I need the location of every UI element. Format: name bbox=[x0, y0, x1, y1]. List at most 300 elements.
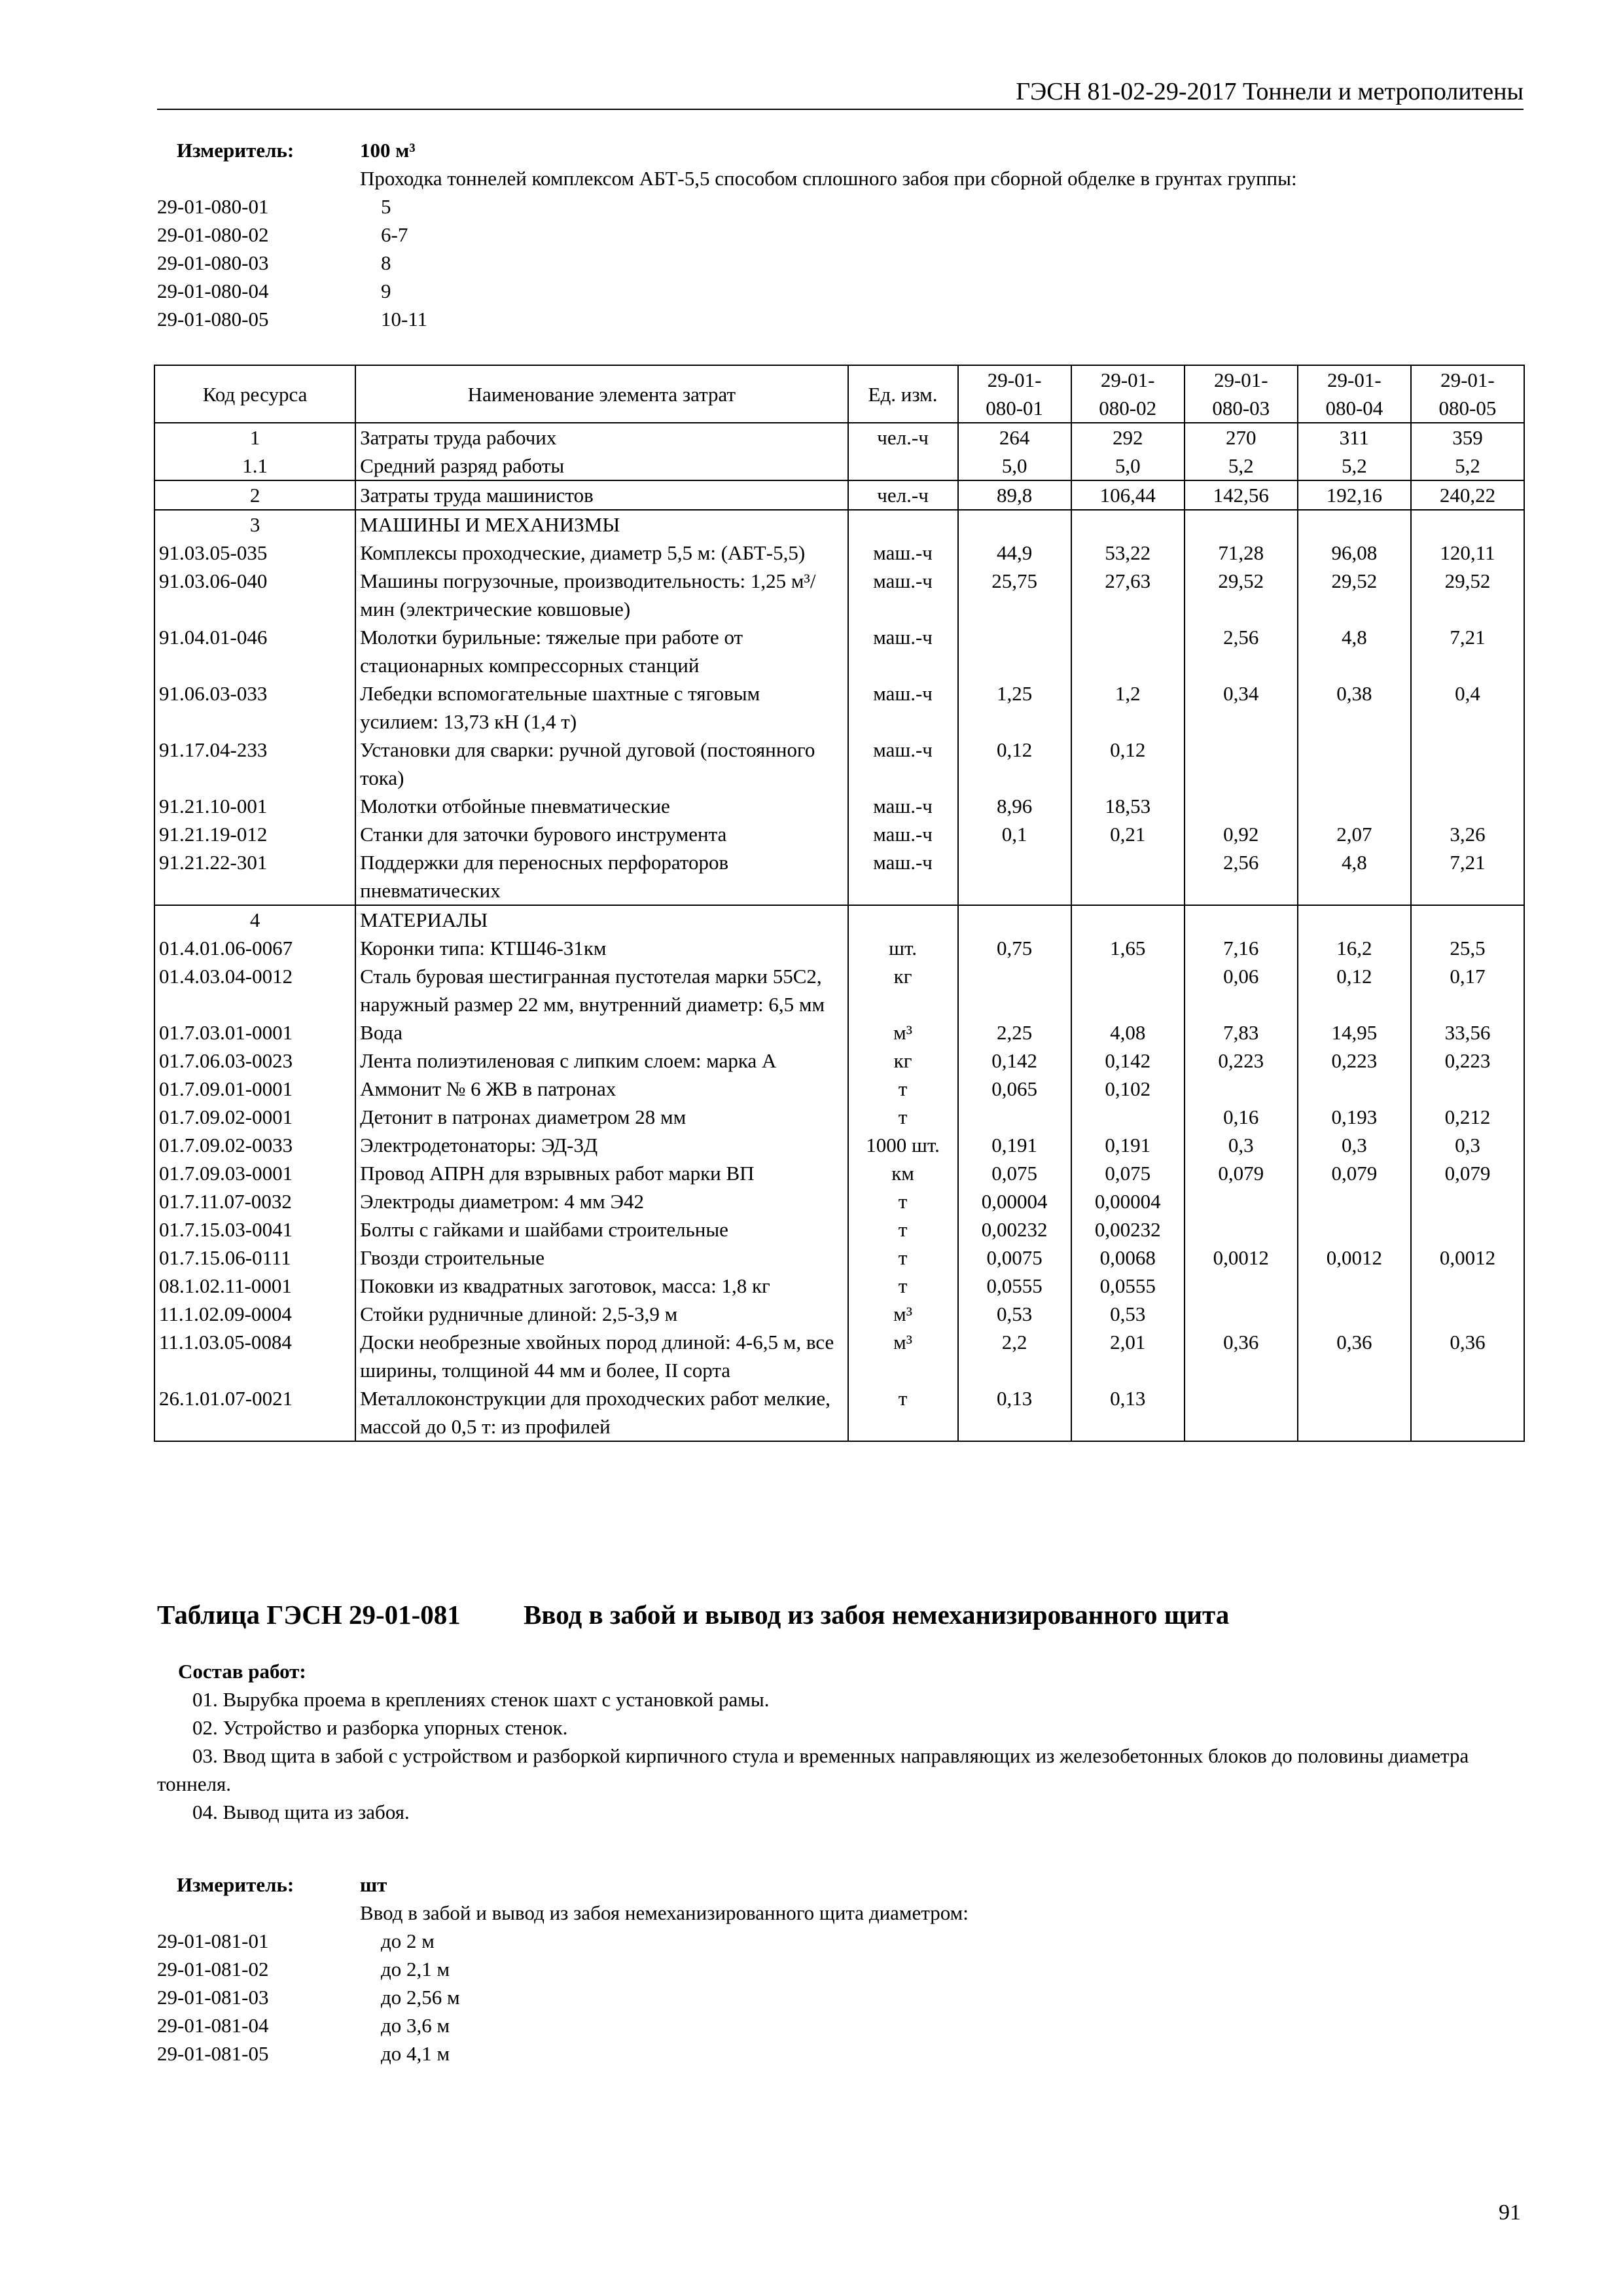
cell-value-1: 0,75 bbox=[958, 934, 1071, 962]
cell-value-1: 8,96 bbox=[958, 792, 1071, 820]
cell-unit: т bbox=[848, 1075, 958, 1103]
work-item: 04. Вывод щита из забоя. bbox=[192, 1801, 410, 1823]
cell-value-5 bbox=[1411, 1215, 1524, 1244]
table-title bbox=[157, 1599, 1229, 1630]
cell-unit: км bbox=[848, 1159, 958, 1187]
header-norm-03: 29-01- 080-03 bbox=[1185, 365, 1298, 423]
cell-value-2 bbox=[1071, 962, 1185, 1018]
cell-value-1 bbox=[958, 510, 1071, 539]
cell-unit: м³ bbox=[848, 1328, 958, 1384]
cell-name: Детонит в патронах диаметром 28 мм bbox=[355, 1103, 847, 1131]
norm-code: 29-01-081-03 bbox=[157, 1986, 269, 2009]
meter-code-row bbox=[157, 221, 1297, 249]
meter-code-row bbox=[157, 192, 1297, 221]
meter-code-row bbox=[157, 249, 1297, 277]
cell-value-2: 0,21 bbox=[1071, 820, 1185, 848]
resource-table bbox=[154, 365, 1525, 1442]
cell-name: Аммонит № 6 ЖВ в патронах bbox=[355, 1075, 847, 1103]
cell-name: Провод АПРН для взрывных работ марки ВП bbox=[355, 1159, 847, 1187]
cell-value-2: 4,08 bbox=[1071, 1018, 1185, 1047]
norm-code: 29-01-080-01 bbox=[157, 195, 269, 218]
table-body bbox=[154, 423, 1524, 1441]
cell-value-1: 0,0555 bbox=[958, 1272, 1071, 1300]
cell-value-2: 2,01 bbox=[1071, 1328, 1185, 1384]
cell-value-5 bbox=[1411, 792, 1524, 820]
cell-value-2: 0,0068 bbox=[1071, 1244, 1185, 1272]
cell-value-4: 5,2 bbox=[1298, 452, 1411, 480]
cell-value-4: 14,95 bbox=[1298, 1018, 1411, 1047]
meter-label: Измеритель: bbox=[177, 1873, 294, 1896]
cell-name: Машины погрузочные, производительность: 1,25 м³/мин (электрические ковшовые) bbox=[355, 567, 847, 623]
cell-value-2 bbox=[1071, 510, 1185, 539]
cell-unit: кг bbox=[848, 962, 958, 1018]
cell-value-5 bbox=[1411, 1075, 1524, 1103]
table-title-code: Таблица ГЭСН 29-01-081 bbox=[157, 1600, 461, 1630]
cell-value-1: 89,8 bbox=[958, 480, 1071, 510]
table-row bbox=[154, 1047, 1524, 1075]
cell-value-2: 1,2 bbox=[1071, 679, 1185, 736]
cell-unit: м³ bbox=[848, 1018, 958, 1047]
table-row bbox=[154, 1328, 1524, 1384]
cell-value-5: 359 bbox=[1411, 423, 1524, 452]
table-row bbox=[154, 1244, 1524, 1272]
cell-unit: маш.-ч bbox=[848, 679, 958, 736]
cell-value-5: 240,22 bbox=[1411, 480, 1524, 510]
cell-value-1: 0,1 bbox=[958, 820, 1071, 848]
cell-value-1 bbox=[958, 848, 1071, 905]
cell-value-1: 0,075 bbox=[958, 1159, 1071, 1187]
cell-value-1: 0,13 bbox=[958, 1384, 1071, 1441]
cell-value-3: 0,06 bbox=[1185, 962, 1298, 1018]
cell-value-3 bbox=[1185, 1300, 1298, 1328]
cell-value-3: 5,2 bbox=[1185, 452, 1298, 480]
cell-value-4 bbox=[1298, 736, 1411, 792]
cell-value-3 bbox=[1185, 510, 1298, 539]
cell-name: Станки для заточки бурового инструмента bbox=[355, 820, 847, 848]
cell-name: Вода bbox=[355, 1018, 847, 1047]
works-section bbox=[157, 1657, 1526, 1826]
cell-code: 91.21.22-301 bbox=[154, 848, 355, 905]
norm-value: до 2 м bbox=[381, 1929, 435, 1952]
cell-value-4: 16,2 bbox=[1298, 934, 1411, 962]
cell-name: Гвозди строительные bbox=[355, 1244, 847, 1272]
norm-code: 29-01-081-01 bbox=[157, 1929, 269, 1952]
cell-value-2 bbox=[1071, 1103, 1185, 1131]
cell-code: 01.7.09.01-0001 bbox=[154, 1075, 355, 1103]
cell-name: Поддержки для переносных перфораторов пневматических bbox=[355, 848, 847, 905]
norm-code: 29-01-080-05 bbox=[157, 308, 269, 331]
cell-value-3: 0,34 bbox=[1185, 679, 1298, 736]
cell-name: Лебедки вспомогательные шахтные с тяговым усилием: 13,73 кН (1,4 т) bbox=[355, 679, 847, 736]
table-row bbox=[154, 1272, 1524, 1300]
norm-value: 10-11 bbox=[381, 308, 428, 331]
cell-value-2: 1,65 bbox=[1071, 934, 1185, 962]
norm-value: до 4,1 м bbox=[381, 2042, 450, 2065]
table-row bbox=[154, 934, 1524, 962]
cell-value-3 bbox=[1185, 905, 1298, 934]
norm-code: 29-01-081-04 bbox=[157, 2014, 269, 2037]
table-row bbox=[154, 792, 1524, 820]
cell-code: 01.4.03.04-0012 bbox=[154, 962, 355, 1018]
cell-unit bbox=[848, 905, 958, 934]
cell-value-1: 0,12 bbox=[958, 736, 1071, 792]
header-norm-05: 29-01- 080-05 bbox=[1411, 365, 1524, 423]
cell-value-5 bbox=[1411, 1187, 1524, 1215]
cell-value-4 bbox=[1298, 1187, 1411, 1215]
cell-unit: т bbox=[848, 1187, 958, 1215]
cell-unit: маш.-ч bbox=[848, 539, 958, 567]
table-row bbox=[154, 623, 1524, 679]
cell-code: 1.1 bbox=[154, 452, 355, 480]
cell-code: 01.7.09.03-0001 bbox=[154, 1159, 355, 1187]
cell-value-4: 0,3 bbox=[1298, 1131, 1411, 1159]
works-list bbox=[157, 1685, 1526, 1826]
cell-value-1: 0,191 bbox=[958, 1131, 1071, 1159]
meter-code-list bbox=[157, 192, 1297, 333]
table-row bbox=[154, 539, 1524, 567]
cell-name: Молотки бурильные: тяжелые при работе от стационарных компрессорных станций bbox=[355, 623, 847, 679]
cell-value-2: 106,44 bbox=[1071, 480, 1185, 510]
cell-value-5: 0,212 bbox=[1411, 1103, 1524, 1131]
cell-unit: т bbox=[848, 1272, 958, 1300]
cell-value-1: 5,0 bbox=[958, 452, 1071, 480]
cell-name: Молотки отбойные пневматические bbox=[355, 792, 847, 820]
cell-value-5: 5,2 bbox=[1411, 452, 1524, 480]
cell-name: Стойки рудничные длиной: 2,5-3,9 м bbox=[355, 1300, 847, 1328]
cell-unit: маш.-ч bbox=[848, 567, 958, 623]
cell-value-5: 0,17 bbox=[1411, 962, 1524, 1018]
cell-value-3: 142,56 bbox=[1185, 480, 1298, 510]
cell-value-2: 0,0555 bbox=[1071, 1272, 1185, 1300]
cell-code: 26.1.01.07-0021 bbox=[154, 1384, 355, 1441]
cell-value-2: 292 bbox=[1071, 423, 1185, 452]
cell-code: 91.03.05-035 bbox=[154, 539, 355, 567]
cell-value-1: 264 bbox=[958, 423, 1071, 452]
cell-value-5: 7,21 bbox=[1411, 848, 1524, 905]
cell-value-4: 0,079 bbox=[1298, 1159, 1411, 1187]
table-row bbox=[154, 962, 1524, 1018]
table-row bbox=[154, 567, 1524, 623]
cell-name: Затраты труда рабочих bbox=[355, 423, 847, 452]
cell-code: 1 bbox=[154, 423, 355, 452]
norm-value: 8 bbox=[381, 251, 391, 274]
norm-value: 9 bbox=[381, 279, 391, 302]
norm-code: 29-01-080-04 bbox=[157, 279, 269, 302]
cell-name: Установки для сварки: ручной дуговой (постоянного тока) bbox=[355, 736, 847, 792]
page-header bbox=[157, 77, 1524, 110]
cell-code: 01.7.06.03-0023 bbox=[154, 1047, 355, 1075]
cell-value-4: 2,07 bbox=[1298, 820, 1411, 848]
meter-code-row bbox=[157, 2011, 969, 2039]
cell-unit: маш.-ч bbox=[848, 848, 958, 905]
header-norm-01: 29-01- 080-01 bbox=[958, 365, 1071, 423]
cell-code: 91.06.03-033 bbox=[154, 679, 355, 736]
cell-value-3: 2,56 bbox=[1185, 623, 1298, 679]
table-row bbox=[154, 1103, 1524, 1131]
meter-code-list bbox=[157, 1927, 969, 2068]
cell-value-1: 2,25 bbox=[958, 1018, 1071, 1047]
cell-value-3: 0,3 bbox=[1185, 1131, 1298, 1159]
cell-value-3: 270 bbox=[1185, 423, 1298, 452]
cell-name: Электроды диаметром: 4 мм Э42 bbox=[355, 1187, 847, 1215]
cell-value-1: 0,53 bbox=[958, 1300, 1071, 1328]
norm-code: 29-01-081-05 bbox=[157, 2042, 269, 2065]
cell-value-2: 0,142 bbox=[1071, 1047, 1185, 1075]
meter-code-row bbox=[157, 1927, 969, 1955]
meter-description: Проходка тоннелей комплексом АБТ-5,5 способом сплошного забоя при сборной обделке в грунтах группы: bbox=[360, 167, 1297, 190]
cell-value-4: 192,16 bbox=[1298, 480, 1411, 510]
header-norm-04: 29-01- 080-04 bbox=[1298, 365, 1411, 423]
cell-value-4: 0,38 bbox=[1298, 679, 1411, 736]
cell-value-4 bbox=[1298, 1272, 1411, 1300]
cell-value-1 bbox=[958, 905, 1071, 934]
cell-value-1: 2,2 bbox=[958, 1328, 1071, 1384]
cell-value-3: 0,079 bbox=[1185, 1159, 1298, 1187]
document-title: ГЭСН 81-02-29-2017 Тоннели и метрополитены bbox=[1016, 78, 1524, 105]
cell-name: Комплексы проходческие, диаметр 5,5 м: (АБТ-5,5) bbox=[355, 539, 847, 567]
cell-code: 91.03.06-040 bbox=[154, 567, 355, 623]
cell-value-5: 29,52 bbox=[1411, 567, 1524, 623]
cell-value-1 bbox=[958, 962, 1071, 1018]
cell-unit: т bbox=[848, 1384, 958, 1441]
cell-value-3: 71,28 bbox=[1185, 539, 1298, 567]
cell-value-5: 33,56 bbox=[1411, 1018, 1524, 1047]
cell-value-2 bbox=[1071, 623, 1185, 679]
cell-value-2: 5,0 bbox=[1071, 452, 1185, 480]
cell-unit: кг bbox=[848, 1047, 958, 1075]
cell-name: Затраты труда машинистов bbox=[355, 480, 847, 510]
cell-value-4 bbox=[1298, 1300, 1411, 1328]
cell-code: 91.21.10-001 bbox=[154, 792, 355, 820]
table-row bbox=[154, 848, 1524, 905]
cell-value-3 bbox=[1185, 792, 1298, 820]
cell-name: Доски необрезные хвойных пород длиной: 4-6,5 м, все ширины, толщиной 44 мм и более, II сорта bbox=[355, 1328, 847, 1384]
cell-value-5: 3,26 bbox=[1411, 820, 1524, 848]
cell-value-2 bbox=[1071, 848, 1185, 905]
cell-value-2: 0,13 bbox=[1071, 1384, 1185, 1441]
cell-value-5: 7,21 bbox=[1411, 623, 1524, 679]
cell-value-2: 0,00232 bbox=[1071, 1215, 1185, 1244]
cell-code: 91.21.19-012 bbox=[154, 820, 355, 848]
cell-code: 08.1.02.11-0001 bbox=[154, 1272, 355, 1300]
table-row bbox=[154, 510, 1524, 539]
table-row bbox=[154, 905, 1524, 934]
cell-value-3: 0,92 bbox=[1185, 820, 1298, 848]
cell-value-1: 25,75 bbox=[958, 567, 1071, 623]
cell-value-3: 2,56 bbox=[1185, 848, 1298, 905]
cell-value-3 bbox=[1185, 1272, 1298, 1300]
cell-name: Коронки типа: КТШ46-31км bbox=[355, 934, 847, 962]
norm-code: 29-01-081-02 bbox=[157, 1958, 269, 1981]
cell-name: Лента полиэтиленовая с липким слоем: марка А bbox=[355, 1047, 847, 1075]
cell-unit: маш.-ч bbox=[848, 820, 958, 848]
cell-value-5: 0,079 bbox=[1411, 1159, 1524, 1187]
cell-name: МАТЕРИАЛЫ bbox=[355, 905, 847, 934]
cell-code: 4 bbox=[154, 905, 355, 934]
cell-unit: маш.-ч bbox=[848, 623, 958, 679]
cell-value-4: 0,36 bbox=[1298, 1328, 1411, 1384]
cell-value-5: 0,3 bbox=[1411, 1131, 1524, 1159]
cell-code: 91.04.01-046 bbox=[154, 623, 355, 679]
cell-value-5 bbox=[1411, 1272, 1524, 1300]
work-item: 03. Ввод щита в забой с устройством и разборкой кирпичного стула и временных направляющих из железобетонных блоков до половины диаметра тоннеля. bbox=[157, 1744, 1469, 1795]
meter-code-row bbox=[157, 2039, 969, 2068]
cell-value-4 bbox=[1298, 510, 1411, 539]
meter-block-080 bbox=[157, 136, 1297, 333]
norm-value: 6-7 bbox=[381, 223, 408, 246]
cell-value-5: 120,11 bbox=[1411, 539, 1524, 567]
cell-value-1: 0,065 bbox=[958, 1075, 1071, 1103]
cell-value-4: 0,193 bbox=[1298, 1103, 1411, 1131]
meter-code-row bbox=[157, 1983, 969, 2011]
cell-value-2: 0,191 bbox=[1071, 1131, 1185, 1159]
header-code: Код ресурса bbox=[154, 365, 355, 423]
cell-code: 01.7.09.02-0001 bbox=[154, 1103, 355, 1131]
table-row bbox=[154, 820, 1524, 848]
norm-code: 29-01-080-03 bbox=[157, 251, 269, 274]
cell-unit: т bbox=[848, 1215, 958, 1244]
cell-value-1 bbox=[958, 623, 1071, 679]
cell-code: 01.7.15.06-0111 bbox=[154, 1244, 355, 1272]
cell-unit: шт. bbox=[848, 934, 958, 962]
table-row bbox=[154, 1018, 1524, 1047]
cell-name: Средний разряд работы bbox=[355, 452, 847, 480]
meter-unit: шт bbox=[360, 1873, 387, 1896]
cell-code: 11.1.02.09-0004 bbox=[154, 1300, 355, 1328]
cell-value-4: 4,8 bbox=[1298, 623, 1411, 679]
cell-value-4: 0,12 bbox=[1298, 962, 1411, 1018]
meter-label: Измеритель: bbox=[177, 139, 294, 162]
cell-value-3 bbox=[1185, 1187, 1298, 1215]
table-row bbox=[154, 736, 1524, 792]
cell-unit: чел.-ч bbox=[848, 423, 958, 452]
cell-value-1: 0,00004 bbox=[958, 1187, 1071, 1215]
cell-value-4: 0,223 bbox=[1298, 1047, 1411, 1075]
cell-value-2: 0,53 bbox=[1071, 1300, 1185, 1328]
meter-code-row bbox=[157, 305, 1297, 333]
table-row bbox=[154, 1300, 1524, 1328]
cell-name: Электродетонаторы: ЭД-3Д bbox=[355, 1131, 847, 1159]
cell-value-3: 7,83 bbox=[1185, 1018, 1298, 1047]
cell-value-3: 0,223 bbox=[1185, 1047, 1298, 1075]
cell-value-2: 0,12 bbox=[1071, 736, 1185, 792]
norm-code: 29-01-080-02 bbox=[157, 223, 269, 246]
cell-name: Сталь буровая шестигранная пустотелая марки 55С2, наружный размер 22 мм, внутренний диаметр: 6,5 мм bbox=[355, 962, 847, 1018]
cell-value-5: 0,223 bbox=[1411, 1047, 1524, 1075]
cell-unit bbox=[848, 452, 958, 480]
cell-value-5 bbox=[1411, 1300, 1524, 1328]
cell-unit: маш.-ч bbox=[848, 792, 958, 820]
cell-value-3 bbox=[1185, 1215, 1298, 1244]
cell-unit: м³ bbox=[848, 1300, 958, 1328]
cell-unit bbox=[848, 510, 958, 539]
cell-value-1: 0,142 bbox=[958, 1047, 1071, 1075]
table-row bbox=[154, 423, 1524, 452]
cell-value-1: 44,9 bbox=[958, 539, 1071, 567]
cell-value-3 bbox=[1185, 736, 1298, 792]
cell-value-5: 0,36 bbox=[1411, 1328, 1524, 1384]
cell-code: 91.17.04-233 bbox=[154, 736, 355, 792]
cell-name: МАШИНЫ И МЕХАНИЗМЫ bbox=[355, 510, 847, 539]
work-item: 01. Вырубка проема в креплениях стенок шахт с установкой рамы. bbox=[192, 1688, 770, 1711]
cell-value-2: 0,00004 bbox=[1071, 1187, 1185, 1215]
cell-code: 2 bbox=[154, 480, 355, 510]
table-row bbox=[154, 1187, 1524, 1215]
table-row bbox=[154, 1215, 1524, 1244]
cell-value-3 bbox=[1185, 1384, 1298, 1441]
cell-value-4 bbox=[1298, 905, 1411, 934]
table-row bbox=[154, 1131, 1524, 1159]
norm-value: 5 bbox=[381, 195, 391, 218]
cell-value-5 bbox=[1411, 510, 1524, 539]
cell-value-1: 1,25 bbox=[958, 679, 1071, 736]
norm-value: до 3,6 м bbox=[381, 2014, 450, 2037]
cell-value-2: 53,22 bbox=[1071, 539, 1185, 567]
cell-value-3: 0,0012 bbox=[1185, 1244, 1298, 1272]
cell-unit: маш.-ч bbox=[848, 736, 958, 792]
cell-unit: 1000 шт. bbox=[848, 1131, 958, 1159]
cell-value-5: 0,4 bbox=[1411, 679, 1524, 736]
meter-code-row bbox=[157, 277, 1297, 305]
cell-value-5: 0,0012 bbox=[1411, 1244, 1524, 1272]
table-row bbox=[154, 1159, 1524, 1187]
header-name: Наименование элемента затрат bbox=[355, 365, 847, 423]
cell-value-4 bbox=[1298, 1215, 1411, 1244]
cell-value-2: 0,075 bbox=[1071, 1159, 1185, 1187]
header-norm-02: 29-01- 080-02 bbox=[1071, 365, 1185, 423]
cell-value-3: 7,16 bbox=[1185, 934, 1298, 962]
cell-value-4 bbox=[1298, 1384, 1411, 1441]
cell-value-3: 29,52 bbox=[1185, 567, 1298, 623]
cell-value-4: 311 bbox=[1298, 423, 1411, 452]
cell-value-5 bbox=[1411, 905, 1524, 934]
cell-unit: т bbox=[848, 1244, 958, 1272]
cell-name: Болты с гайками и шайбами строительные bbox=[355, 1215, 847, 1244]
cell-value-5 bbox=[1411, 1384, 1524, 1441]
cell-name: Поковки из квадратных заготовок, масса: 1,8 кг bbox=[355, 1272, 847, 1300]
cell-value-4: 29,52 bbox=[1298, 567, 1411, 623]
page-number: 91 bbox=[1499, 2200, 1521, 2225]
works-title: Состав работ: bbox=[178, 1660, 306, 1683]
cell-code: 01.7.11.07-0032 bbox=[154, 1187, 355, 1215]
meter-code-row bbox=[157, 1955, 969, 1983]
cell-value-4: 0,0012 bbox=[1298, 1244, 1411, 1272]
table-row bbox=[154, 1075, 1524, 1103]
table-row bbox=[154, 480, 1524, 510]
cell-value-4 bbox=[1298, 1075, 1411, 1103]
norm-value: до 2,1 м bbox=[381, 1958, 450, 1981]
cell-value-1: 0,0075 bbox=[958, 1244, 1071, 1272]
cell-value-5 bbox=[1411, 736, 1524, 792]
cell-value-3: 0,36 bbox=[1185, 1328, 1298, 1384]
cell-code: 3 bbox=[154, 510, 355, 539]
cell-value-2: 18,53 bbox=[1071, 792, 1185, 820]
cell-value-4: 96,08 bbox=[1298, 539, 1411, 567]
cell-value-3 bbox=[1185, 1075, 1298, 1103]
cell-code: 01.7.03.01-0001 bbox=[154, 1018, 355, 1047]
cell-value-5: 25,5 bbox=[1411, 934, 1524, 962]
cell-code: 11.1.03.05-0084 bbox=[154, 1328, 355, 1384]
cell-value-1 bbox=[958, 1103, 1071, 1131]
cell-value-1: 0,00232 bbox=[958, 1215, 1071, 1244]
header-unit: Ед. изм. bbox=[848, 365, 958, 423]
norm-value: до 2,56 м bbox=[381, 1986, 460, 2009]
cell-code: 01.7.09.02-0033 bbox=[154, 1131, 355, 1159]
cell-value-2: 0,102 bbox=[1071, 1075, 1185, 1103]
meter-description: Ввод в забой и вывод из забоя немеханизированного щита диаметром: bbox=[360, 1901, 969, 1924]
meter-block-081 bbox=[157, 1871, 969, 2068]
cell-value-4 bbox=[1298, 792, 1411, 820]
